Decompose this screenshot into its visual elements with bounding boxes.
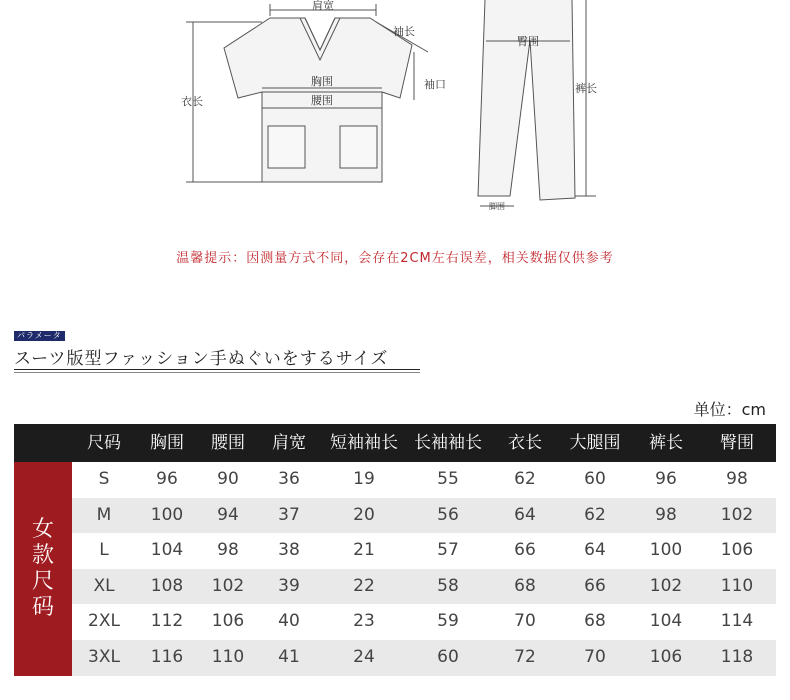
cell-chest: 100 <box>150 504 184 525</box>
header-size: 尺码 <box>87 433 121 453</box>
cell-waist: 98 <box>217 540 239 561</box>
cell-shoulder: 39 <box>278 575 300 596</box>
cell-hip: 110 <box>720 575 754 596</box>
cell-pants-length: 98 <box>655 504 677 525</box>
section-title: スーツ版型ファッション手ぬぐいをするサイズ <box>14 349 389 369</box>
cell-short-sleeve: 21 <box>353 540 375 561</box>
table-row <box>72 533 776 569</box>
cell-size: 2XL <box>88 611 120 632</box>
cell-chest: 104 <box>150 540 184 561</box>
cell-long-sleeve: 58 <box>437 575 459 596</box>
cell-short-sleeve: 22 <box>353 575 375 596</box>
cell-thigh: 70 <box>584 647 606 667</box>
cell-shoulder: 41 <box>278 647 300 667</box>
cell-thigh: 68 <box>584 611 606 632</box>
label-hem: 脚围 <box>489 202 505 211</box>
label-hip: 臀围 <box>517 35 539 48</box>
cell-pants-length: 106 <box>649 647 683 667</box>
cell-long-sleeve: 60 <box>437 647 459 667</box>
cell-chest: 96 <box>156 469 178 489</box>
cell-top-length: 72 <box>514 647 536 667</box>
cell-short-sleeve: 23 <box>353 611 375 632</box>
cell-long-sleeve: 57 <box>437 540 459 561</box>
label-waist: 腰围 <box>311 94 333 107</box>
size-table <box>14 424 776 676</box>
section-tag: パラメータ <box>14 331 65 341</box>
category-label-text: 女款尺码 <box>31 517 54 620</box>
label-top-length: 衣长 <box>181 95 203 108</box>
cell-pants-length: 104 <box>649 611 683 632</box>
cell-size: 3XL <box>88 647 120 667</box>
header-short-sleeve: 短袖袖长 <box>330 433 398 453</box>
cell-size: L <box>99 540 109 561</box>
cell-waist: 106 <box>211 611 245 632</box>
header-shoulder: 肩宽 <box>272 433 306 453</box>
cell-thigh: 66 <box>584 575 606 596</box>
label-sleeve-length: 袖长 <box>393 25 415 38</box>
unit-label: 单位：cm <box>693 400 766 419</box>
measurement-tip: 温馨提示：因测量方式不同，会存在2CM左右误差，相关数据仅供参考 <box>176 251 614 266</box>
header-long-sleeve: 长袖袖长 <box>414 433 482 453</box>
cell-hip: 102 <box>720 504 754 525</box>
cell-pants-length: 96 <box>655 469 677 489</box>
cell-long-sleeve: 56 <box>437 504 459 525</box>
cell-waist: 110 <box>211 647 245 667</box>
label-shoulder: 肩宽 <box>312 0 334 12</box>
cell-long-sleeve: 55 <box>437 469 459 489</box>
cell-top-length: 68 <box>514 575 536 596</box>
cell-size: S <box>98 469 110 489</box>
title-divider-secondary <box>14 372 420 373</box>
cell-hip: 98 <box>726 469 748 489</box>
cell-top-length: 66 <box>514 540 536 561</box>
cell-shoulder: 37 <box>278 504 300 525</box>
cell-hip: 114 <box>720 611 754 632</box>
cell-hip: 118 <box>720 647 754 667</box>
header-thigh: 大腿围 <box>569 433 621 453</box>
cell-size: M <box>96 504 112 525</box>
cell-short-sleeve: 24 <box>353 647 375 667</box>
header-hip: 臀围 <box>720 433 754 453</box>
cell-shoulder: 40 <box>278 611 300 632</box>
category-label <box>14 462 72 676</box>
cell-short-sleeve: 19 <box>353 469 375 489</box>
cell-shoulder: 36 <box>278 469 300 489</box>
header-waist: 腰围 <box>211 433 245 453</box>
cell-top-length: 70 <box>514 611 536 632</box>
label-pants-length: 裤长 <box>575 82 597 95</box>
cell-waist: 94 <box>217 504 239 525</box>
cell-chest: 112 <box>150 611 184 632</box>
label-chest: 胸围 <box>311 75 333 88</box>
cell-chest: 116 <box>150 647 184 667</box>
cell-size: XL <box>93 575 115 596</box>
cell-long-sleeve: 59 <box>437 611 459 632</box>
header-top-length: 衣长 <box>508 433 542 453</box>
label-cuff: 袖口 <box>424 78 446 91</box>
cell-short-sleeve: 20 <box>353 504 375 525</box>
cell-hip: 106 <box>720 540 754 561</box>
header-chest: 胸围 <box>150 433 184 453</box>
cell-pants-length: 100 <box>649 540 683 561</box>
header-pants-length: 裤长 <box>649 433 683 453</box>
table-row <box>72 498 776 534</box>
title-divider <box>14 369 420 370</box>
cell-top-length: 64 <box>514 504 536 525</box>
cell-waist: 90 <box>217 469 239 489</box>
table-body <box>14 462 776 676</box>
cell-thigh: 64 <box>584 540 606 561</box>
table-header <box>14 424 776 462</box>
table-row <box>72 604 776 640</box>
cell-waist: 102 <box>211 575 245 596</box>
table-row <box>72 462 776 498</box>
size-diagram <box>0 0 790 220</box>
table-row <box>72 569 776 605</box>
cell-chest: 108 <box>150 575 184 596</box>
cell-thigh: 60 <box>584 469 606 489</box>
cell-pants-length: 102 <box>649 575 683 596</box>
cell-top-length: 62 <box>514 469 536 489</box>
cell-thigh: 62 <box>584 504 606 525</box>
cell-shoulder: 38 <box>278 540 300 561</box>
table-row <box>72 640 776 676</box>
